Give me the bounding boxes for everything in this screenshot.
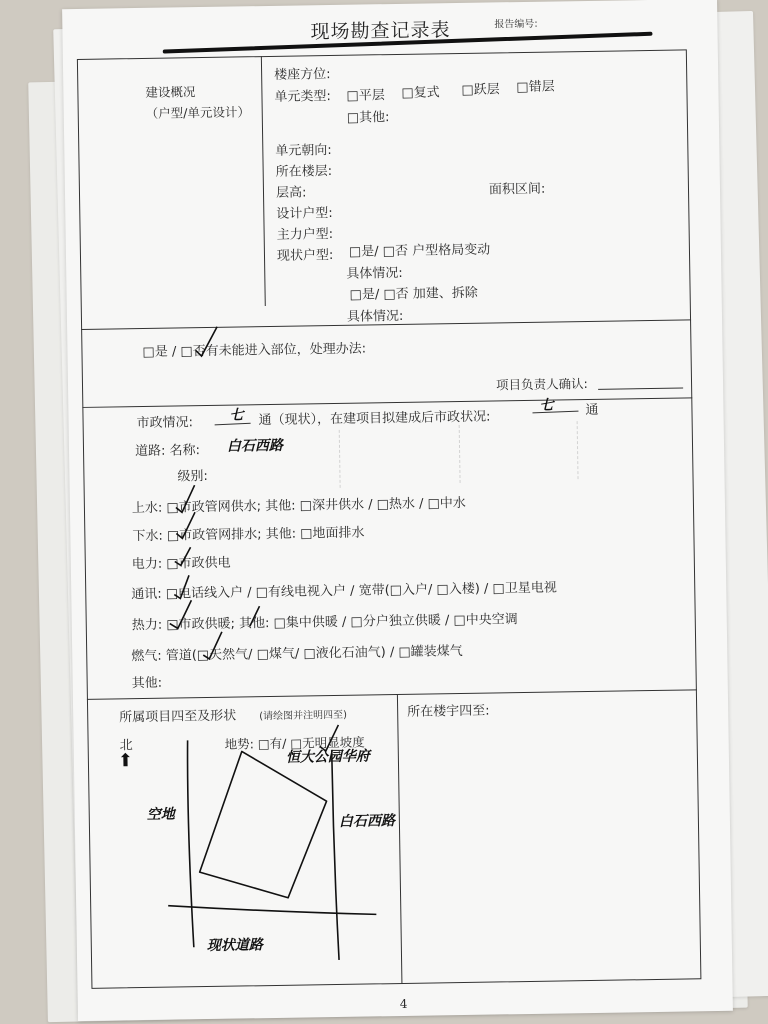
sketch-east-label: 白石西路 bbox=[338, 813, 396, 830]
option-other-checkbox[interactable]: □其他: bbox=[346, 110, 390, 126]
check-mark-icon bbox=[169, 600, 191, 628]
water-supply-row[interactable]: 上水: □市政管网供水; 其他: □深井供水 / □热水 / □中水 bbox=[131, 495, 466, 517]
report-number-label: 报告编号: bbox=[494, 18, 538, 31]
current-type-label: 现状户型: bbox=[276, 247, 334, 264]
detail-label-1: 具体情况: bbox=[346, 265, 403, 282]
option-duplex-checkbox[interactable]: □复式 bbox=[401, 85, 440, 101]
heating-row[interactable]: 热力: □市政供暖; 其他: □集中供暖 / □分户独立供暖 / □中央空调 bbox=[131, 612, 518, 634]
layout-change-checkbox[interactable]: □是/ □否 户型格局变动 bbox=[348, 242, 491, 260]
road-name-handwritten: 白石西路 bbox=[226, 437, 284, 455]
municipal-status-text: 通（现状），在建项目拟建成后市政状况: bbox=[258, 409, 491, 429]
section1-sublabel: （户型/单元设计） bbox=[145, 104, 251, 121]
area-range-label: 面积区间: bbox=[488, 181, 546, 198]
design-type-label: 设计户型: bbox=[276, 205, 333, 222]
gas-row[interactable]: 燃气: 管道(□天然气/ □煤气/ □液化石油气) / □罐装煤气 bbox=[131, 643, 463, 665]
project-lead-confirm-label: 项目负责人确认: bbox=[495, 375, 588, 393]
sketch-parcel-shape bbox=[198, 750, 328, 899]
sketch-west-road-line bbox=[187, 740, 194, 947]
fill-blank-line bbox=[215, 423, 251, 425]
check-mark-icon bbox=[176, 512, 195, 538]
check-mark-icon bbox=[175, 547, 191, 565]
floor-height-label: 层高: bbox=[275, 185, 307, 201]
municipal-suffix: 通 bbox=[585, 402, 599, 419]
municipal-planned-handwritten: 七 bbox=[539, 397, 554, 414]
section1-label: 建设概况 bbox=[145, 84, 196, 100]
sketch-east-road-line bbox=[332, 750, 339, 960]
municipal-current-handwritten: 七 bbox=[229, 407, 244, 424]
slash-mark-icon bbox=[249, 606, 259, 626]
inaccessible-area-checkbox[interactable]: □是 / □否有未能进入部位，处理办法: bbox=[142, 341, 367, 360]
drainage-row[interactable]: 下水: □市政管网排水; 其他: □地面排水 bbox=[132, 525, 365, 545]
fill-blank-line bbox=[532, 411, 578, 413]
check-mark-icon bbox=[176, 485, 195, 512]
terrain-checkbox[interactable]: 地势: □有/ □无明显坡度 bbox=[224, 734, 365, 752]
hand-drawn-marks bbox=[62, 0, 733, 1021]
telecom-row[interactable]: 通讯: □电话线入户 / □有线电视入户 / 宽带(□入户/ □入楼) / □卫星电视 bbox=[131, 580, 557, 603]
project-boundary-title: 所属项目四至及形状 bbox=[119, 708, 237, 726]
municipal-status-label: 市政情况: bbox=[136, 415, 194, 432]
check-mark-icon bbox=[174, 575, 189, 598]
road-name-label: 道路: 名称: bbox=[134, 443, 201, 460]
option-flat-checkbox[interactable]: □平层 bbox=[346, 88, 385, 104]
unit-facing-label: 单元朝向: bbox=[275, 142, 332, 159]
form-title: 现场勘查记录表 bbox=[310, 19, 451, 44]
building-orientation-label: 楼座方位: bbox=[274, 66, 331, 83]
sketch-west-label: 空地 bbox=[146, 806, 175, 823]
survey-form-page bbox=[62, 0, 733, 1021]
check-mark-icon bbox=[195, 327, 217, 356]
north-arrow-icon: ⬆ bbox=[117, 750, 134, 772]
addition-demolition-checkbox[interactable]: □是/ □否 加建、拆除 bbox=[349, 285, 478, 303]
sketch-south-road-line bbox=[168, 902, 376, 917]
option-staggered-checkbox[interactable]: □错层 bbox=[516, 79, 555, 96]
project-boundary-note: (请绘图并注明四至) bbox=[259, 709, 348, 723]
unit-type-label: 单元类型: bbox=[274, 88, 332, 105]
sketch-north-label: 恒大公园华府 bbox=[285, 748, 370, 766]
detail-label-2: 具体情况: bbox=[346, 308, 404, 325]
building-boundary-label: 所在楼宇四至: bbox=[407, 703, 490, 720]
road-level-label: 级别: bbox=[177, 468, 208, 485]
check-mark-icon bbox=[319, 725, 338, 751]
floor-label: 所在楼层: bbox=[275, 163, 333, 180]
option-split-level-checkbox[interactable]: □跃层 bbox=[461, 82, 500, 98]
page-number: 4 bbox=[399, 996, 408, 1012]
power-row[interactable]: 电力: □市政供电 bbox=[131, 555, 231, 573]
north-label: 北 bbox=[119, 738, 133, 754]
check-mark-icon bbox=[203, 632, 222, 659]
other-label: 其他: bbox=[131, 675, 163, 692]
sketch-south-label: 现状道路 bbox=[206, 937, 263, 955]
main-type-label: 主力户型: bbox=[276, 226, 334, 243]
